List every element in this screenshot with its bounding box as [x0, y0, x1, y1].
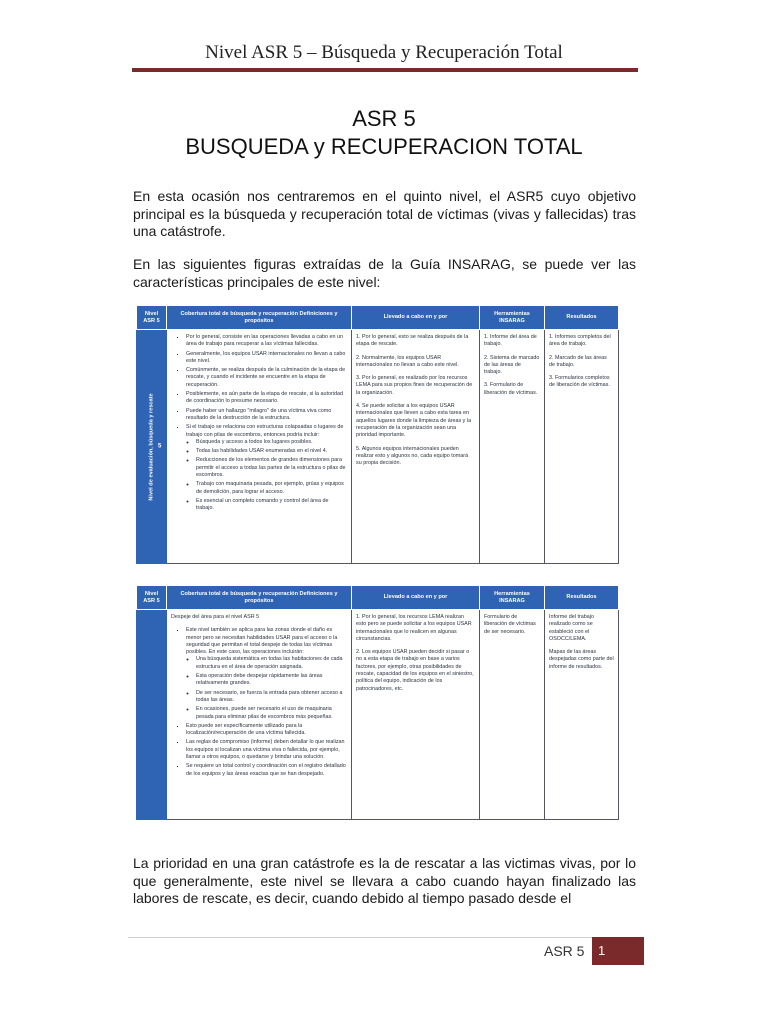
coverage-item: ▪ Las reglas de compromiso (informe) deben detallar lo que realizan los equipos si localizan una víctima viva o fallecida, por ejemplo, llamar a otros equipos, o quedarse y brindar una solución. — [186, 739, 347, 761]
result-item: Mapas de las áreas despejadas como parte del informe de resultados. — [549, 649, 614, 670]
tool-item: 1. Informe del área de trabajo. — [484, 334, 537, 348]
level-number: 5 — [158, 442, 162, 449]
tools-cell — [480, 330, 545, 564]
results-cell — [545, 610, 619, 820]
carried-out-item: 1. Por lo general, los recursos LEMA realizan esto pero se puede solicitar a los equipos USAR internacionales que lo realicen en algunas circunstancias. — [356, 614, 472, 642]
coverage-heading: Despeje del área para el nivel ASR 5 — [171, 614, 260, 620]
document-title-line2: BUSQUEDA y RECUPERACION TOTAL — [185, 134, 583, 159]
coverage-subitem: ◦ De ser necesario, se fuerza la entrada para obtener acceso a todas las áreas. — [196, 690, 347, 705]
header-nivel: Nivel ASR 5 — [137, 306, 167, 330]
coverage-item: ▪ Esto puede ser específicamente utilizado para la localización/recuperación de una víctima fallecida. — [186, 723, 347, 738]
level-side-cell — [137, 610, 167, 820]
coverage-subitem: ◦ Una búsqueda sistemática en todas las habitaciones de cada estructura en el área de operación asignada. — [196, 656, 347, 671]
document-title-line1: ASR 5 — [352, 106, 416, 131]
coverage-cell — [167, 330, 352, 564]
tool-item: Formulario de liberación de víctimas de ser necesario. — [484, 614, 536, 635]
coverage-item: ▪ Generalmente, los equipos USAR internacionales no llevan a cabo este nivel. — [186, 351, 347, 366]
coverage-subitem: ◦ Es esencial un completo comando y control del área de trabajo. — [196, 498, 347, 513]
coverage-subitem: ◦ Trabajo con maquinaria pesada, por ejemplo, grúas y equipos de demolición, para lograr el acceso. — [196, 481, 347, 496]
coverage-subitem: ◦ Reducciones de los elementos de grandes dimensiones para permitir el acceso a todas las partes de la estructura o pilas de escombros. — [196, 457, 347, 479]
header-llevado: Llevado a cabo en y por — [352, 306, 480, 330]
header-herramientas: Herramientas INSARAG — [480, 586, 545, 610]
header-cobertura: Cobertura total de búsqueda y recuperación Definiciones y propósitos — [167, 306, 352, 330]
header-nivel: Nivel ASR 5 — [137, 586, 167, 610]
header-rule — [132, 68, 638, 72]
coverage-subitem: ◦ En ocasiones, puede ser necesario el uso de maquinaria pesada para eliminar pilas de escombros más pequeñas. — [196, 706, 347, 721]
result-item: 2. Marcado de las áreas de trabajo. — [549, 354, 607, 368]
side-label: Nivel de evaluación, búsqueda y rescate — [147, 392, 154, 501]
coverage-item: ▪ Posiblemente, es aún parte de la etapa de rescate, si la autoridad de coordinación lo presume necesario. — [186, 391, 347, 406]
asr5-table-2 — [136, 585, 619, 820]
carried-out-item: 2. Los equipos USAR pueden decidir si pasar o no a esta etapa de trabajo en base a varios factores, por ejemplo, otras posibilidades de rescate, capacidad de los equipos en el siniestro, política del equipo, indicación de los patrocinadores, etc. — [356, 649, 474, 692]
coverage-item: ▪ Puede haber un hallazgo "milagro" de una víctima viva como resultado de la destrucción de la estructura. — [186, 408, 347, 423]
result-item: 3. Formularios completos de liberación de víctimas. — [549, 375, 610, 389]
page-number: 1 — [592, 937, 644, 965]
coverage-item: ▪ Comúnmente, se realiza después de la culminación de la etapa de rescate, y cuando el incidente se encuentre en la etapa de recuperación. — [186, 367, 347, 389]
coverage-item: ▪ Se requiere un total control y coordinación con el registro detallado de los equipos y las áreas exactas que se han despejado. — [186, 763, 347, 778]
tools-cell — [480, 610, 545, 820]
coverage-subitem: ◦ Esta operación debe despejar rápidamente las áreas relativamente grandes. — [196, 673, 347, 688]
figures-intro-paragraph: En las siguientes figuras extraídas de la Guía INSARAG, se puede ver las características principales de este nivel: — [133, 256, 636, 290]
carried-out-item: 2. Normalmente, los equipos USAR internacionales no llevan a cabo este nivel. — [356, 354, 459, 368]
coverage-item-text: Si el trabajo se relaciona con estructuras colapsadas o lugares de trabajo con pilas de escombros, entonces podría incluir: — [186, 424, 344, 438]
coverage-subitem: ◦ Todas las habilidades USAR enumeradas en el nivel 4. — [196, 448, 347, 455]
header-cobertura: Cobertura total de búsqueda y recuperación Definiciones y propósitos — [167, 586, 352, 610]
results-cell — [545, 330, 619, 564]
result-item: 1. Informes completos del área de trabajo. — [549, 334, 611, 348]
header-llevado: Llevado a cabo en y por — [352, 586, 480, 610]
asr5-table-1 — [136, 305, 619, 564]
footer-rule — [128, 937, 640, 938]
coverage-item-text: Este nivel también se aplica para las zonas donde el daño es menor pero se necesitan habilidades USAR para el acceso o la seguridad que permitan el total despeje de todas las víctimas posibles. En este caso, las operaciones incluirán: — [186, 627, 338, 656]
tool-item: 3. Formulario de liberación de víctimas. — [484, 382, 538, 396]
result-item: Informe del trabajo realizado como se estableció con el OSOCC/LEMA. — [549, 614, 594, 642]
carried-out-item: 1. Por lo general, esto se realiza después de la etapa de rescate. — [356, 334, 469, 348]
coverage-cell — [167, 610, 352, 820]
coverage-item: ▪ Por lo general, consiste en las operaciones llevadas a cabo en un área de trabajo para recuperar a las víctimas fallecidas. — [186, 334, 347, 349]
header-resultados: Resultados — [545, 306, 619, 330]
footer-label: ASR 5 — [544, 943, 585, 959]
carried-out-cell — [352, 610, 480, 820]
carried-out-item: 3. Por lo general, es realizado por los recursos LEMA para sus propios fines de recuperación de la organización. — [356, 375, 473, 396]
running-header: Nivel ASR 5 – Búsqueda y Recuperación Total — [205, 42, 563, 63]
coverage-subitem: ◦ Búsqueda y acceso a todos los lugares posibles. — [196, 439, 347, 446]
header-resultados: Resultados — [545, 586, 619, 610]
carried-out-item: 5. Algunos equipos internacionales pueden realizar esto y algunos no, cada equipo tomará su propia decisión. — [356, 445, 469, 467]
tool-item: 2. Sistema de marcado de las áreas de trabajo. — [484, 354, 540, 376]
header-herramientas: Herramientas INSARAG — [480, 306, 545, 330]
intro-paragraph: En esta ocasión nos centraremos en el quinto nivel, el ASR5 cuyo objetivo principal es la búsqueda y recuperación total de víctimas (vivas y fallecidas) tras una catástrofe. — [133, 188, 636, 239]
priority-paragraph: La prioridad en una gran catástrofe es la de rescatar a las victimas vivas, por lo que generalmente, este nivel se llevara a cabo cuando hayan finalizado las labores de rescate, es decir, cuando debido al tiempo pasado desde el — [133, 855, 636, 906]
carried-out-cell — [352, 330, 480, 564]
level-side-cell — [137, 330, 167, 564]
carried-out-item: 4. Se puede solicitar a los equipos USAR internacionales que lleven a cabo esta tarea en aquellos lugares donde la limpieza de áreas y la recuperación de la organización sean una prioridad importante. — [356, 403, 472, 439]
coverage-item — [186, 627, 347, 721]
coverage-item — [186, 424, 347, 512]
